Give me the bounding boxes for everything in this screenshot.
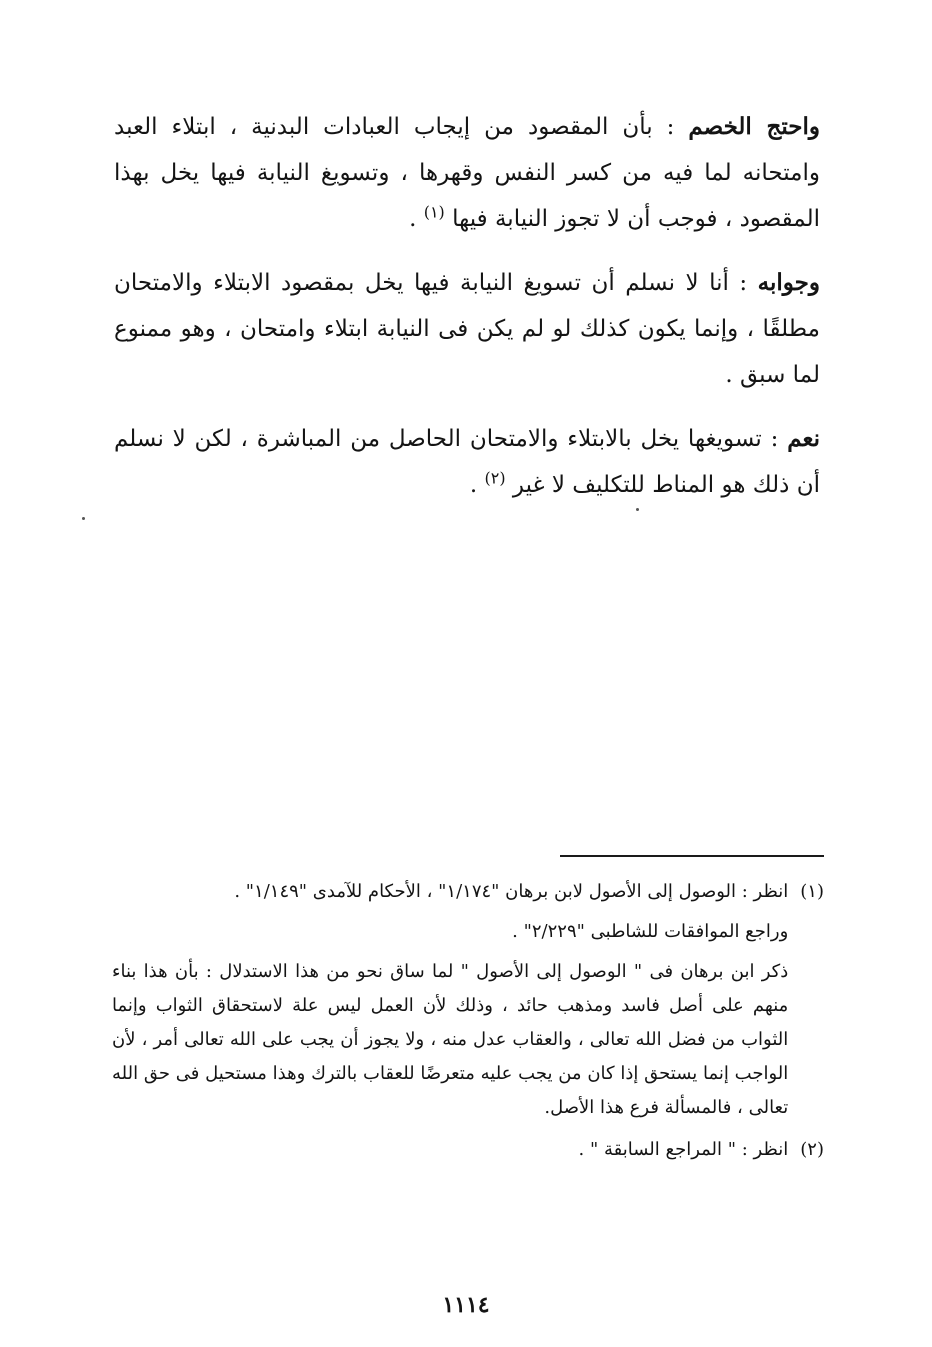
footnote-body (112, 875, 788, 1131)
footnote-ref: (١) (423, 202, 445, 222)
paragraph-answer (114, 260, 820, 398)
footnote-number: (٢) (800, 1139, 824, 1160)
paragraph-tail: . (409, 206, 424, 232)
paragraph-concession (114, 416, 820, 508)
footnote-1 (112, 875, 824, 1131)
footnote-number: (١) (800, 881, 824, 902)
footnote-separator (560, 855, 824, 857)
paragraph-tail: . (469, 472, 485, 498)
paragraph-lead: واحتج الخصم (688, 113, 820, 140)
footnote-body (579, 1133, 789, 1173)
paragraph-text: : أنا لا نسلم أن تسويغ النيابة فيها يخل بمقصود الابتلاء والامتحان مطلقًا ، وإنما يكون كذلك لو لم يكن فى النيابة ابتلاء وامتحان ، وهو ممنوع لما سبق . (114, 270, 820, 388)
footnotes (112, 875, 824, 1173)
footnote-line: انظر : " المراجع السابقة " . (578, 1139, 789, 1160)
footnote-line: انظر : الوصول إلى الأصول لابن برهان "١/١٧٤" ، الأحكام للآمدى "١/١٤٩" . (234, 881, 789, 902)
scan-speck (82, 517, 85, 520)
footnote-line: ذكر ابن برهان فى " الوصول إلى الأصول " لما ساق نحو من هذا الاستدلال : بأن هذا بناء منهم على أصل فاسد ومذهب حائد ، وذلك لأن العمل ليس علة لاستحقاق الثواب وإنما الثواب من فضل الله تعالى ، والعقاب عدل منه ، ولا يجوز أن يجب على الله تعالى أمر ، لأن الواجب إنما يستحق إذا كان من يجب عليه متعرضًا للعقاب بالترك وهذا مستحيل فى حق الله تعالى ، فالمسألة فرع هذا الأصل. (112, 961, 789, 1118)
paragraph-lead: وجوابه (757, 269, 820, 296)
paragraph-argument (114, 104, 820, 242)
page-number: ١١١٤ (442, 1292, 490, 1318)
main-text (114, 104, 820, 526)
scan-speck (636, 508, 639, 511)
paragraph-lead: نعم (787, 425, 820, 452)
footnote-line: وراجع الموافقات للشاطبى "٢/٢٢٩" . (512, 921, 789, 942)
footnote-2 (112, 1133, 824, 1173)
paragraph-text: : بأن المقصود من إيجاب العبادات البدنية ، ابتلاء العبد وامتحانه لما فيه من كسر النفس وقهرها ، وتسويغ النيابة فيها يخل بهذا المقصود ، فوجب أن لا تجوز النيابة فيها (114, 114, 820, 232)
footnote-ref: (٢) (484, 468, 506, 488)
paragraph-text: : تسويغها يخل بالابتلاء والامتحان الحاصل من المباشرة ، لكن لا نسلم أن ذلك هو المناط للتكليف لا غير (114, 426, 820, 498)
